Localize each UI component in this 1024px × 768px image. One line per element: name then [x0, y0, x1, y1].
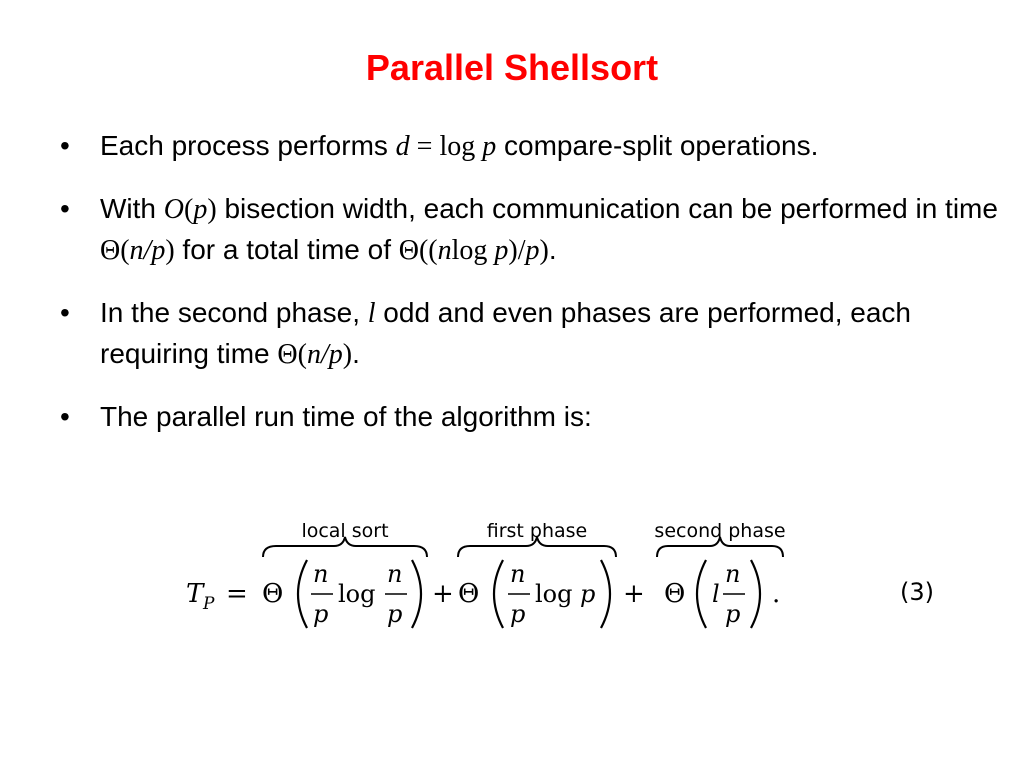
bullet-item-compare-split: [60, 126, 1000, 167]
math-theta: Θ(: [100, 235, 130, 266]
math-var-p: p: [525, 235, 540, 266]
math-var-l: l: [367, 298, 376, 329]
math-var-n: n: [437, 235, 452, 266]
bullet-text: Each process performs: [100, 130, 396, 161]
denominator-p: p: [510, 600, 526, 628]
left-paren-3: [697, 560, 706, 628]
bullet-text: With: [100, 193, 164, 224]
bullet-dot: •: [60, 297, 70, 328]
math-var-p: p: [482, 131, 497, 162]
brace-label-local-sort: local sort: [301, 520, 389, 542]
lhs-t: T: [186, 579, 204, 609]
math-log: log: [439, 131, 483, 162]
log-argument-p: p: [580, 580, 596, 608]
math-log: log: [451, 235, 495, 266]
math-theta: Θ(: [277, 339, 307, 370]
right-paren-2: [601, 560, 610, 628]
math-paren: (: [184, 194, 194, 225]
bullet-dot: •: [60, 130, 70, 161]
runtime-equation: [0, 500, 1024, 650]
brace-label-first-phase: first phase: [486, 520, 588, 542]
numerator-n: n: [725, 560, 741, 588]
log-operator: log: [338, 580, 376, 608]
denominator-p: p: [725, 600, 741, 628]
denominator-p: p: [387, 600, 403, 628]
bullet-text: compare-split operations.: [496, 130, 819, 161]
math-paren: ): [207, 194, 217, 225]
bullet-text: In the second phase,: [100, 297, 368, 328]
bullet-text: odd and even phases are performed, each requiring time: [100, 297, 912, 369]
math-n-over-p: n/p: [306, 339, 343, 370]
math-equals: =: [409, 131, 440, 162]
equals-sign: =: [226, 579, 248, 609]
right-paren-1: [412, 560, 421, 628]
bullet-text: .: [548, 234, 557, 265]
right-paren-3: [751, 560, 760, 628]
numerator-n: n: [510, 560, 526, 588]
equation-number: (3): [900, 578, 934, 606]
numerator-n: n: [387, 560, 403, 588]
bullet-item-bisection-width: [60, 189, 1000, 271]
bullet-text: for a total time of: [174, 234, 399, 265]
bullet-dot: •: [60, 193, 70, 224]
bullet-item-second-phase: [60, 293, 1000, 375]
var-l: l: [712, 580, 720, 608]
lhs-subscript-p: P: [203, 594, 215, 614]
math-var-p: p: [193, 194, 208, 225]
numerator-n: n: [313, 560, 329, 588]
theta-3: Θ: [664, 579, 686, 609]
bullet-text: .: [352, 338, 360, 369]
math-var-d: d: [395, 131, 410, 162]
denominator-p: p: [313, 600, 329, 628]
slide-title: Parallel Shellsort: [365, 47, 659, 88]
brace-label-second-phase: second phase: [654, 520, 786, 542]
math-n-over-p: n/p: [129, 235, 166, 266]
overbrace-local-sort: [263, 537, 427, 557]
equation-canvas: [0, 500, 1024, 650]
math-paren: ): [539, 235, 549, 266]
math-slash: )/: [508, 235, 526, 266]
log-operator: log: [535, 580, 573, 608]
math-big-o: O: [163, 194, 185, 225]
equation-period: .: [772, 579, 781, 609]
math-paren: ): [342, 339, 353, 370]
bullet-list: [60, 126, 1000, 459]
bullet-item-run-time: [60, 397, 1000, 437]
overbrace-first-phase: [458, 537, 616, 557]
bullet-text: bisection width, each communication can be performed in time: [216, 193, 998, 224]
bullet-text: The parallel run time of the algorithm is:: [100, 401, 592, 432]
left-paren-1: [298, 560, 307, 628]
math-theta: Θ((: [398, 235, 438, 266]
theta-1: Θ: [262, 579, 284, 609]
math-var-p: p: [494, 235, 509, 266]
math-paren: ): [165, 235, 175, 266]
bullet-dot: •: [60, 401, 70, 432]
plus-sign: +: [432, 579, 454, 609]
theta-2: Θ: [458, 579, 480, 609]
plus-sign: +: [623, 579, 645, 609]
left-paren-2: [494, 560, 503, 628]
